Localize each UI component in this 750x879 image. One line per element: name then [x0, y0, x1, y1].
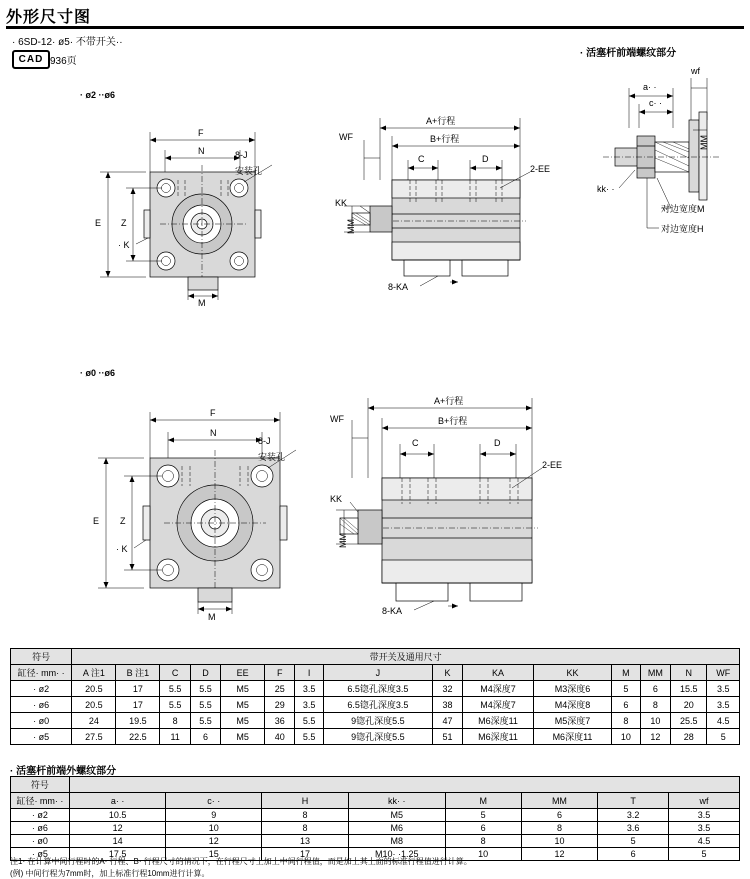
table1-group-header: 带开关及通用尺寸: [72, 649, 740, 665]
cell: M3深度6: [533, 681, 611, 697]
fig1-dim-KK: KK: [335, 198, 348, 208]
cell: 36: [265, 713, 295, 729]
cell: 5.5: [190, 681, 220, 697]
cell: 3.5: [707, 681, 740, 697]
rod-dim-c: c· ·: [649, 98, 662, 108]
cell: 6: [190, 729, 220, 745]
fig2-caption: · ø0 ··ø6: [80, 368, 115, 378]
table1-col-J: J: [323, 665, 432, 681]
fig1-dim-D: D: [482, 154, 489, 164]
fig1-dim-2EE: 2-EE: [530, 164, 551, 174]
fig1-front-view: [40, 110, 320, 308]
fig2-dim-D: D: [494, 438, 501, 448]
rod-dim-kk: kk· ·: [597, 184, 615, 194]
cell: 27.5: [72, 729, 116, 745]
cell: 17.5: [69, 848, 166, 861]
table-row: [11, 835, 740, 848]
cell: 3.5: [295, 681, 324, 697]
fig2-dim-WF: WF: [330, 414, 344, 424]
table-row: [11, 822, 740, 835]
cell: 14: [69, 835, 166, 848]
fig2-dim-K: · K: [116, 544, 128, 554]
cell: 29: [265, 697, 295, 713]
table1-symbol-header: 符号: [11, 649, 72, 665]
cell: 5: [707, 729, 740, 745]
fig2-mount-hole-sublabel: 安装孔: [258, 452, 286, 462]
cell: 8: [262, 822, 349, 835]
cell: 15.5: [671, 681, 707, 697]
table2-col-wf: wf: [669, 793, 740, 809]
footnote-2: (例) 中间行程为7mm时，加上标准行程10mm进行计算。: [10, 869, 210, 878]
cell: 3.5: [295, 697, 324, 713]
cell: 17: [116, 697, 160, 713]
fig2-dim-N: N: [210, 428, 217, 438]
cad-badge: CAD: [12, 50, 50, 69]
cell: M5: [221, 713, 265, 729]
table-row: [11, 681, 740, 697]
cell: 10: [612, 729, 640, 745]
cell: 3.5: [707, 697, 740, 713]
fig2-dim-E: E: [93, 516, 100, 526]
cell: M5: [221, 681, 265, 697]
cell: 9: [166, 809, 262, 822]
page-title: 外形尺寸图: [6, 9, 92, 26]
cell: 5.5: [190, 697, 220, 713]
table-row: [11, 697, 740, 713]
fig2-dim-2EE: 2-EE: [542, 460, 563, 470]
cell: 3.2: [598, 809, 669, 822]
cell: 3.5: [669, 809, 740, 822]
cell: 24: [72, 713, 116, 729]
cell: 6.5锪孔深度3.5: [323, 681, 432, 697]
cell: 4.5: [707, 713, 740, 729]
table1-col-KA: KA: [463, 665, 534, 681]
cell: M6: [348, 822, 445, 835]
cell: M5: [221, 697, 265, 713]
cell: 17: [116, 681, 160, 697]
cell: · ø6: [11, 697, 72, 713]
fig1-dim-B-stroke: B+行程: [430, 134, 460, 144]
rod-thread-detail-view: [595, 60, 750, 260]
rod-dim-a: a· ·: [643, 82, 657, 92]
cell: 5.5: [295, 713, 324, 729]
cell: · ø5: [11, 848, 70, 861]
table1-col-D: D: [190, 665, 220, 681]
cell: 8: [612, 713, 640, 729]
cell: 9锪孔深度5.5: [323, 713, 432, 729]
fig1-dim-Z: Z: [121, 218, 127, 228]
dimension-table-rod-thread: [10, 776, 740, 861]
cell: 6.5锪孔深度3.5: [323, 697, 432, 713]
table-row: [11, 729, 740, 745]
cell: 20.5: [72, 681, 116, 697]
fig2-dim-B-stroke: B+行程: [438, 416, 468, 426]
fig2-dim-8KA: 8-KA: [382, 606, 403, 616]
cell: 20: [671, 697, 707, 713]
cell: 4.5: [669, 835, 740, 848]
cell: 25: [265, 681, 295, 697]
cell: 25.5: [671, 713, 707, 729]
cell: 8: [521, 822, 598, 835]
fig1-dim-MM: MM: [346, 219, 356, 234]
fig2-dim-M: M: [208, 612, 216, 622]
cell: · ø0: [11, 835, 70, 848]
table2-col-c: c· ·: [166, 793, 262, 809]
cell: 51: [432, 729, 462, 745]
cell: · ø2: [11, 809, 70, 822]
footnote-1: 注1· 在计算中间行程时的A· 行程、B· 行程尺寸的情况下，在行程尺寸上加上中间行程值，而是加上其上面的标准行程值进行计算。: [10, 857, 472, 866]
table1-col-WF: WF: [707, 665, 740, 681]
cell: 12: [640, 729, 671, 745]
table1-col-N: N: [671, 665, 707, 681]
cell: 3.6: [598, 822, 669, 835]
fig2-mount-hole-label: 8-J: [258, 436, 271, 446]
rod-width-m-label: 对边宽度M: [661, 204, 705, 214]
cell: 22.5: [116, 729, 160, 745]
table1-col-I: I: [295, 665, 324, 681]
fig1-dim-8KA: 8-KA: [388, 282, 409, 292]
cell: 10: [166, 822, 262, 835]
cell: M5: [348, 809, 445, 822]
fig2-dim-A-stroke: A+行程: [434, 396, 464, 406]
cell: M5: [221, 729, 265, 745]
table2-symbol-header: 符号: [11, 777, 70, 793]
table-row: [11, 793, 740, 809]
cell: M4深度7: [463, 697, 534, 713]
fig1-dim-M: M: [198, 298, 206, 308]
table2-group-header-empty: [69, 777, 739, 793]
cell: · ø6: [11, 822, 70, 835]
cell: 8: [445, 835, 521, 848]
fig1-side-view: [330, 110, 580, 300]
table-row: [11, 777, 740, 793]
table-row: [11, 665, 740, 681]
rod-dim-MM: MM: [699, 135, 709, 150]
rod-thread-section-title: · 活塞杆前端螺纹部分: [580, 48, 677, 59]
cell: M8: [348, 835, 445, 848]
fig1-dim-F: F: [198, 128, 204, 138]
table2-col-M: M: [445, 793, 521, 809]
fig2-dim-C: C: [412, 438, 419, 448]
cell: M5深度7: [533, 713, 611, 729]
table1-col-K: K: [432, 665, 462, 681]
cell: M6深度11: [463, 729, 534, 745]
table2-col-kk: kk· ·: [348, 793, 445, 809]
table1-col-A: A 注1: [72, 665, 116, 681]
cell: 6: [445, 822, 521, 835]
cell: 12: [521, 848, 598, 861]
fig1-dim-N: N: [198, 146, 205, 156]
cell: 5: [669, 848, 740, 861]
cell: 5.5: [295, 729, 324, 745]
cell: M6深度11: [533, 729, 611, 745]
cell: 6: [598, 848, 669, 861]
cell: 40: [265, 729, 295, 745]
title-divider: [6, 26, 744, 29]
cell: M4深度8: [533, 697, 611, 713]
cell: 12: [69, 822, 166, 835]
fig1-dim-WF: WF: [339, 132, 353, 142]
fig2-dim-F: F: [210, 408, 216, 418]
cell: 11: [160, 729, 190, 745]
cell: 13: [262, 835, 349, 848]
cell: · ø5: [11, 729, 72, 745]
fig1-mount-hole-label: 8-J: [235, 150, 248, 160]
table2-col-MM: MM: [521, 793, 598, 809]
table1-col-bore: 缸径· mm· ·: [11, 665, 72, 681]
table2-col-T: T: [598, 793, 669, 809]
cell: 6: [612, 697, 640, 713]
table1-col-MM: MM: [640, 665, 671, 681]
table2-col-bore: 缸径· mm· ·: [11, 793, 70, 809]
cell: 10: [521, 835, 598, 848]
cell: 3.5: [669, 822, 740, 835]
cell: · ø2: [11, 681, 72, 697]
table1-col-KK: KK: [533, 665, 611, 681]
table-row: [11, 809, 740, 822]
cell: 8: [160, 713, 190, 729]
cell: 10: [445, 848, 521, 861]
table1-col-B: B 注1: [116, 665, 160, 681]
fig2-dim-MM: MM: [338, 533, 348, 548]
cell: 47: [432, 713, 462, 729]
fig2-dim-KK: KK: [330, 494, 343, 504]
cell: M4深度7: [463, 681, 534, 697]
cell: 8: [640, 697, 671, 713]
cell: 17: [262, 848, 349, 861]
cell: 5: [598, 835, 669, 848]
cell: 15: [166, 848, 262, 861]
table1-col-F: F: [265, 665, 295, 681]
table-row: [11, 713, 740, 729]
cell: 10: [640, 713, 671, 729]
fig1-caption: · ø2 ··ø6: [80, 90, 115, 100]
cell: 10.5: [69, 809, 166, 822]
cell: 5: [612, 681, 640, 697]
cell: 38: [432, 697, 462, 713]
cell: 5: [445, 809, 521, 822]
rod-dim-wf: wf: [691, 66, 700, 76]
fig1-dim-A-stroke: A+行程: [426, 116, 456, 126]
page-subtitle: · 6SD-12· ø5· 不带开关··: [12, 37, 123, 48]
cad-page-ref: 936页: [50, 56, 77, 67]
cell: M10· ·1.25: [348, 848, 445, 861]
cell: 5.5: [190, 713, 220, 729]
cell: 5.5: [160, 697, 190, 713]
cell: 5.5: [160, 681, 190, 697]
cell: · ø0: [11, 713, 72, 729]
cell: 19.5: [116, 713, 160, 729]
table1-col-C: C: [160, 665, 190, 681]
cell: 6: [640, 681, 671, 697]
cell: 6: [521, 809, 598, 822]
cell: 12: [166, 835, 262, 848]
dimension-table-main: [10, 648, 740, 745]
fig1-mount-hole-sublabel: 安装孔: [235, 166, 263, 176]
table2-col-H: H: [262, 793, 349, 809]
cell: M6深度11: [463, 713, 534, 729]
rod-width-h-label: 对边宽度H: [661, 224, 704, 234]
table2-section-title: · 活塞杆前端外螺纹部分: [10, 766, 117, 777]
cell: 9锪孔深度5.5: [323, 729, 432, 745]
table1-col-EE: EE: [221, 665, 265, 681]
table-row: [11, 649, 740, 665]
fig1-dim-K: · K: [118, 240, 130, 250]
fig2-dim-Z: Z: [120, 516, 126, 526]
fig1-dim-E: E: [95, 218, 102, 228]
table2-col-a: a· ·: [69, 793, 166, 809]
fig1-dim-C: C: [418, 154, 425, 164]
table1-col-M: M: [612, 665, 640, 681]
cell: 8: [262, 809, 349, 822]
fig2-side-view: [330, 392, 590, 622]
cell: 28: [671, 729, 707, 745]
cell: 20.5: [72, 697, 116, 713]
cell: 32: [432, 681, 462, 697]
